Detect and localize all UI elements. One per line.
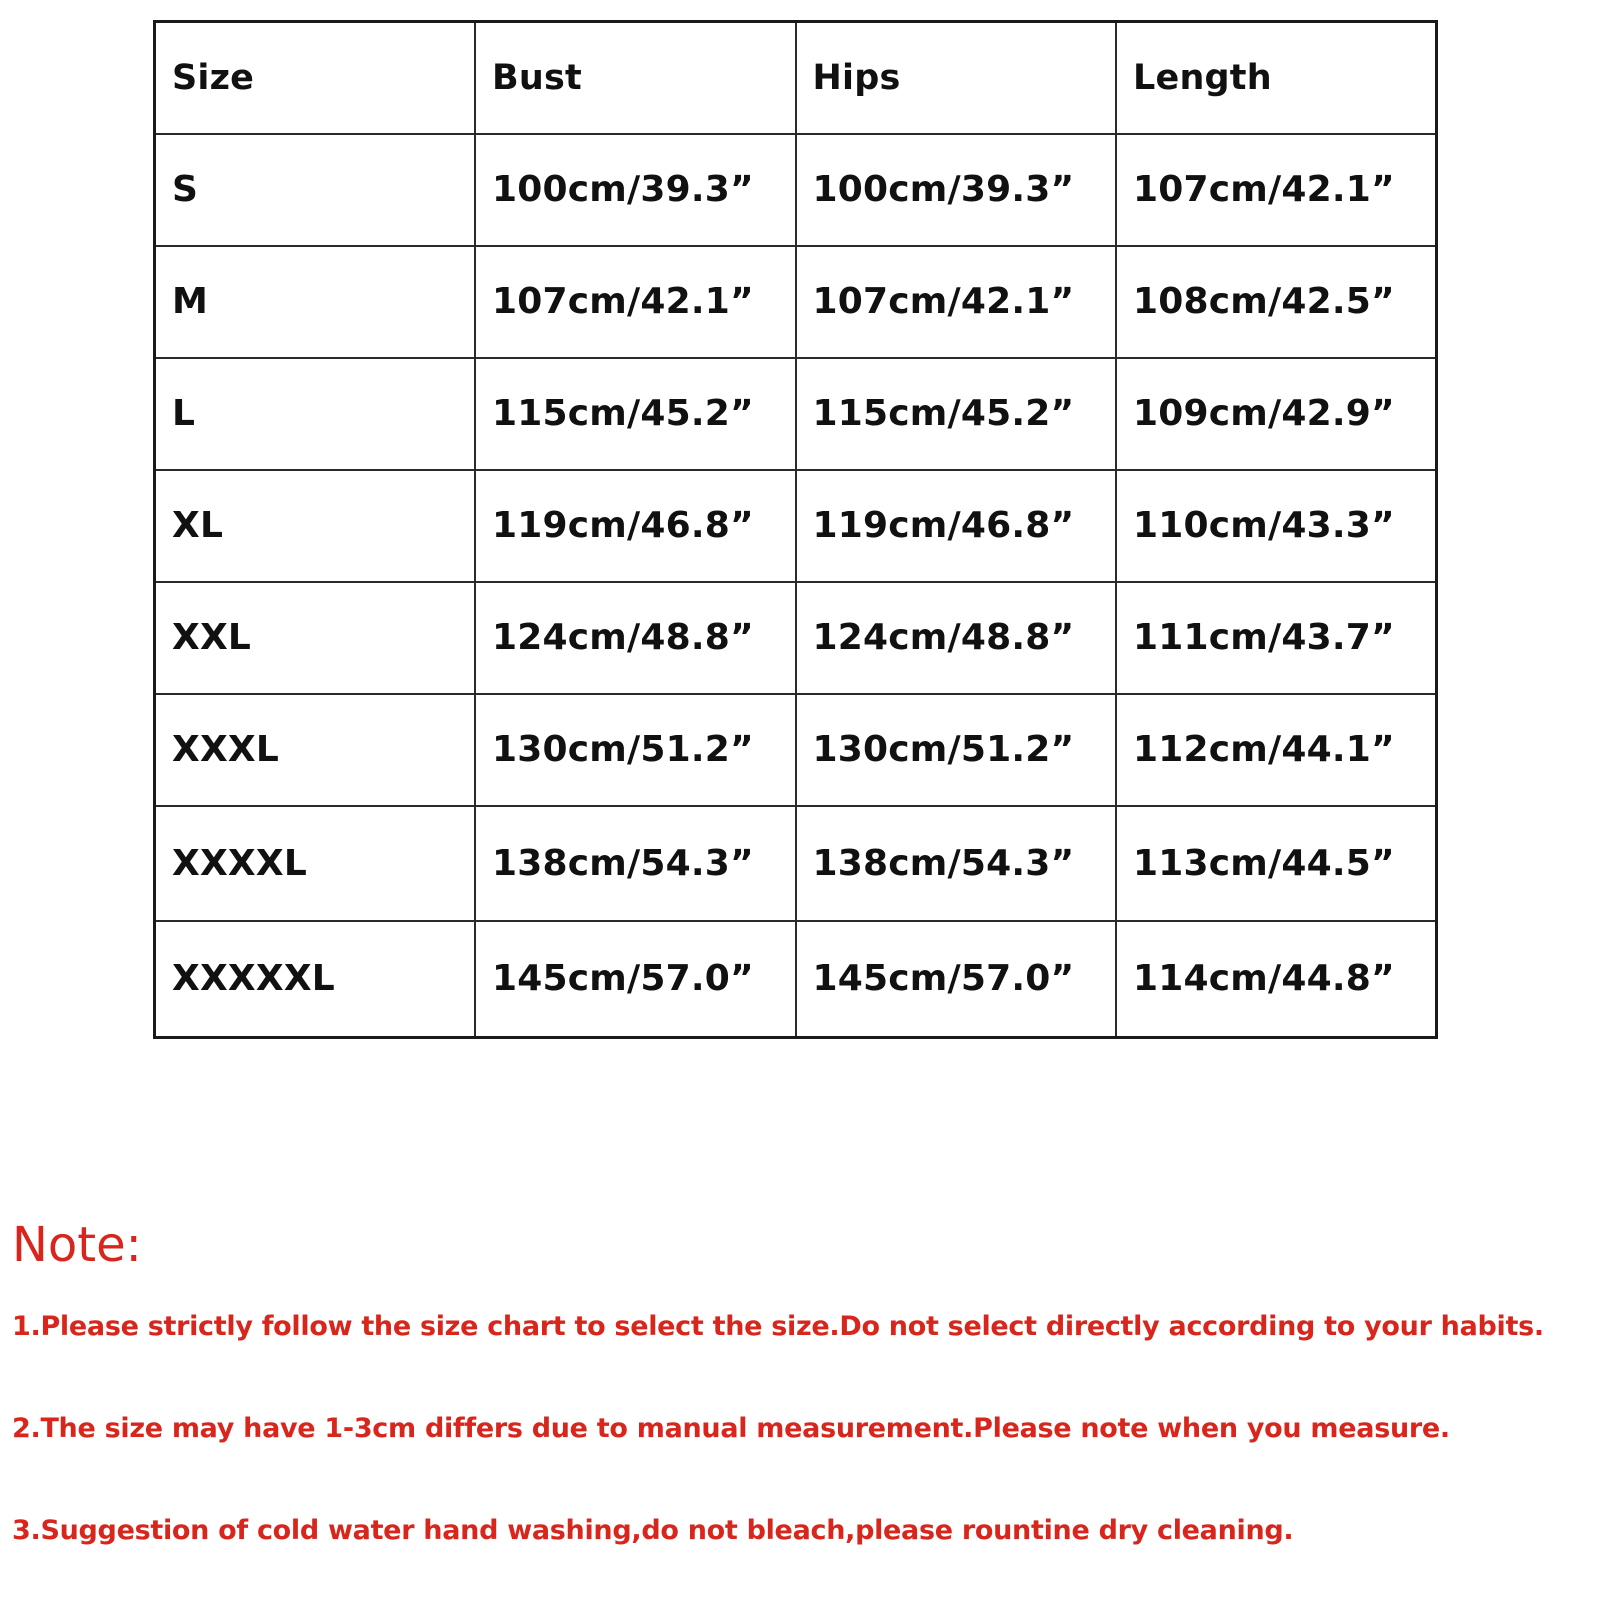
- note-title: Note:: [12, 1217, 142, 1273]
- hips-cell: 119cm/46.8”: [796, 470, 1117, 582]
- size-cell: XXXXL: [155, 806, 476, 921]
- size-cell: L: [155, 358, 476, 470]
- bust-cell: 145cm/57.0”: [475, 921, 796, 1038]
- size-cell: XXXXXL: [155, 921, 476, 1038]
- length-cell: 110cm/43.3”: [1116, 470, 1437, 582]
- table-row: [155, 246, 1437, 358]
- bust-cell: 138cm/54.3”: [475, 806, 796, 921]
- table-row: [155, 806, 1437, 921]
- note-line-3: 3.Suggestion of cold water hand washing,do not bleach,please rountine dry cleaning.: [12, 1515, 1294, 1546]
- bust-cell: 124cm/48.8”: [475, 582, 796, 694]
- length-cell: 111cm/43.7”: [1116, 582, 1437, 694]
- length-cell: 112cm/44.1”: [1116, 694, 1437, 806]
- length-cell: 107cm/42.1”: [1116, 134, 1437, 246]
- bust-cell: 130cm/51.2”: [475, 694, 796, 806]
- hips-cell: 100cm/39.3”: [796, 134, 1117, 246]
- bust-cell: 100cm/39.3”: [475, 134, 796, 246]
- size-cell: S: [155, 134, 476, 246]
- bust-cell: 115cm/45.2”: [475, 358, 796, 470]
- header-length: Length: [1116, 22, 1437, 134]
- hips-cell: 124cm/48.8”: [796, 582, 1117, 694]
- table-row: [155, 921, 1437, 1038]
- size-cell: XXL: [155, 582, 476, 694]
- size-chart-table: [153, 20, 1438, 1039]
- length-cell: 108cm/42.5”: [1116, 246, 1437, 358]
- header-hips: Hips: [796, 22, 1117, 134]
- table-row: [155, 470, 1437, 582]
- length-cell: 109cm/42.9”: [1116, 358, 1437, 470]
- length-cell: 113cm/44.5”: [1116, 806, 1437, 921]
- size-cell: XXXL: [155, 694, 476, 806]
- hips-cell: 145cm/57.0”: [796, 921, 1117, 1038]
- hips-cell: 130cm/51.2”: [796, 694, 1117, 806]
- note-line-2: 2.The size may have 1-3cm differs due to manual measurement.Please note when you measure.: [12, 1413, 1450, 1444]
- table-row: [155, 358, 1437, 470]
- table-row: [155, 582, 1437, 694]
- size-cell: XL: [155, 470, 476, 582]
- length-cell: 114cm/44.8”: [1116, 921, 1437, 1038]
- note-section: [12, 1215, 1592, 1546]
- bust-cell: 119cm/46.8”: [475, 470, 796, 582]
- table-row: [155, 694, 1437, 806]
- header-bust: Bust: [475, 22, 796, 134]
- table-header-row: [155, 22, 1437, 134]
- hips-cell: 138cm/54.3”: [796, 806, 1117, 921]
- hips-cell: 107cm/42.1”: [796, 246, 1117, 358]
- hips-cell: 115cm/45.2”: [796, 358, 1117, 470]
- table-row: [155, 134, 1437, 246]
- header-size: Size: [155, 22, 476, 134]
- note-line-1: 1.Please strictly follow the size chart to select the size.Do not select directly according to your habits.: [12, 1311, 1544, 1342]
- size-cell: M: [155, 246, 476, 358]
- bust-cell: 107cm/42.1”: [475, 246, 796, 358]
